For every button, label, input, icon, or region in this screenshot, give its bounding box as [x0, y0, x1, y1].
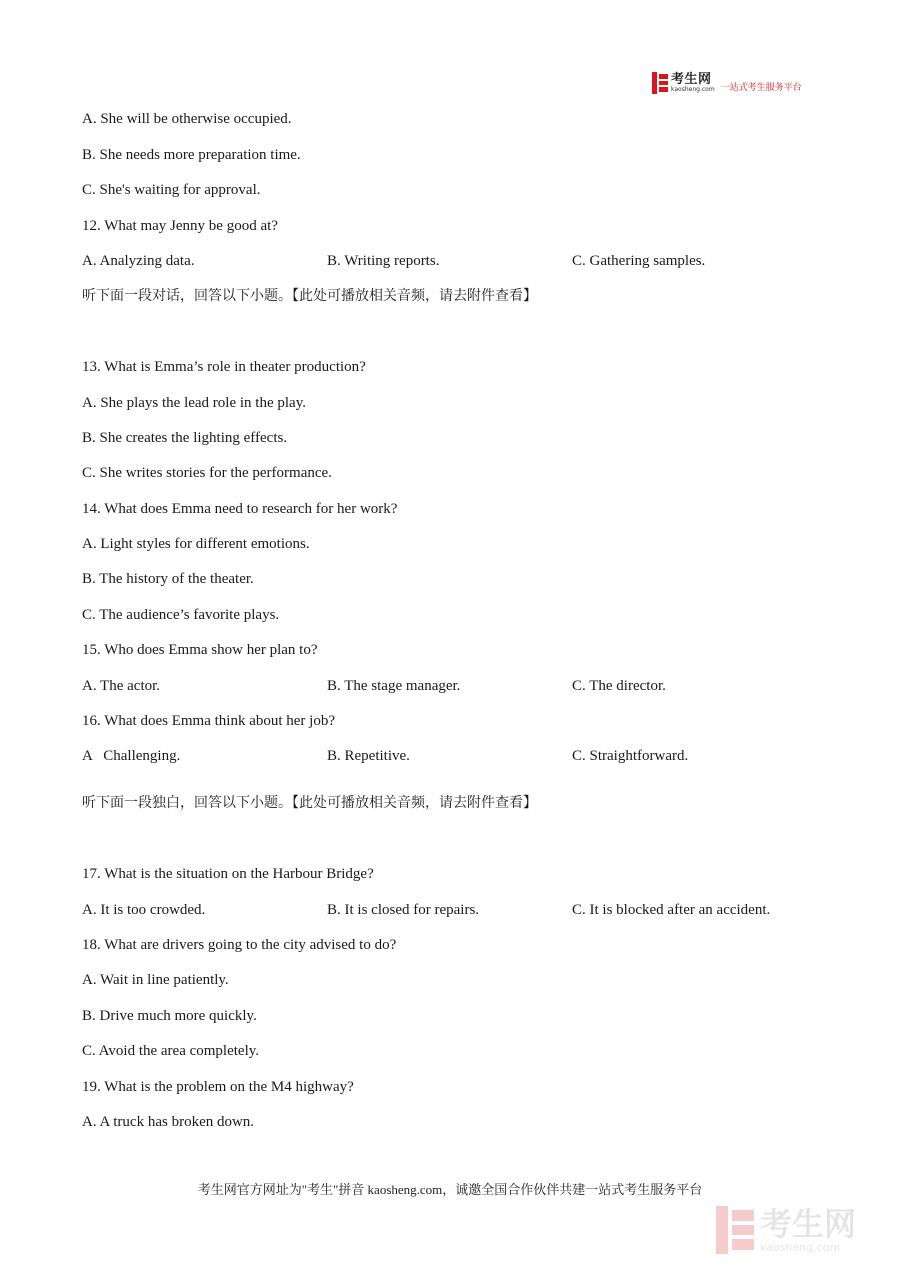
section-instruction: 听下面一段独白，回答以下小题。【此处可播放相关音频，请去附件查看】: [82, 795, 537, 811]
logo-en: kaosheng.com: [671, 86, 715, 93]
option-b: B. The stage manager.: [327, 678, 461, 694]
logo-cn: 考生网: [671, 72, 712, 87]
option-line: C. The audience’s favorite plays.: [82, 607, 280, 623]
question-12-options: [82, 252, 705, 270]
question-12: 12. What may Jenny be good at?: [82, 218, 278, 234]
watermark-text: [760, 1204, 857, 1254]
question-14: 14. What does Emma need to research for her work?: [82, 501, 398, 517]
logo-mark-icon: [652, 72, 668, 94]
option-line: C. She writes stories for the performance.: [82, 465, 332, 481]
option-b: B. It is closed for repairs.: [327, 902, 480, 918]
header-logo: [652, 70, 802, 96]
logo-slogan: 一站式考生服务平台: [720, 82, 802, 93]
option-line: A. Light styles for different emotions.: [82, 536, 310, 552]
option-line: A. She plays the lead role in the play.: [82, 395, 306, 411]
section-instruction: 听下面一段对话，回答以下小题。【此处可播放相关音频，请去附件查看】: [82, 288, 537, 304]
question-19: 19. What is the problem on the M4 highway?: [82, 1079, 354, 1095]
option-line: B. Drive much more quickly.: [82, 1008, 257, 1024]
option-line: B. She creates the lighting effects.: [82, 430, 288, 446]
option-a: A. The actor.: [82, 678, 161, 694]
option-line: A. Wait in line patiently.: [82, 972, 229, 988]
option-line: A. A truck has broken down.: [82, 1114, 255, 1130]
option-line: C. She's waiting for approval.: [82, 182, 261, 198]
watermark-en: kaosheng.com: [760, 1240, 841, 1254]
option-line: B. She needs more preparation time.: [82, 147, 301, 163]
option-c: C. It is blocked after an accident.: [572, 902, 771, 918]
question-16-options: [82, 747, 688, 765]
question-13: 13. What is Emma’s role in theater production?: [82, 359, 366, 375]
question-17: 17. What is the situation on the Harbour Bridge?: [82, 866, 374, 882]
option-line: B. The history of the theater.: [82, 571, 254, 587]
question-15: 15. Who does Emma show her plan to?: [82, 642, 318, 658]
option-c: C. Straightforward.: [572, 748, 689, 764]
question-16: 16. What does Emma think about her job?: [82, 713, 336, 729]
option-b: B. Repetitive.: [327, 748, 410, 764]
question-18: 18. What are drivers going to the city advised to do?: [82, 937, 397, 953]
page-footer: 考生网官方网址为"考生"拼音 kaosheng.com，诚邀全国合作伙伴共建一站式考生服务平台: [197, 1182, 703, 1197]
logo-text: [671, 73, 715, 93]
option-line: C. Avoid the area completely.: [82, 1043, 260, 1059]
option-c: C. Gathering samples.: [572, 253, 706, 269]
watermark: [716, 1205, 886, 1255]
question-15-options: [82, 677, 666, 695]
option-a: A Challenging.: [82, 748, 181, 764]
option-c: C. The director.: [572, 678, 666, 694]
option-b: B. Writing reports.: [327, 253, 440, 269]
option-line: A. She will be otherwise occupied.: [82, 111, 292, 127]
option-a: A. It is too crowded.: [82, 902, 206, 918]
option-a: A. Analyzing data.: [82, 253, 195, 269]
watermark-logo-icon: [716, 1206, 754, 1254]
question-17-options: [82, 901, 770, 919]
watermark-cn: 考生网: [760, 1204, 857, 1243]
